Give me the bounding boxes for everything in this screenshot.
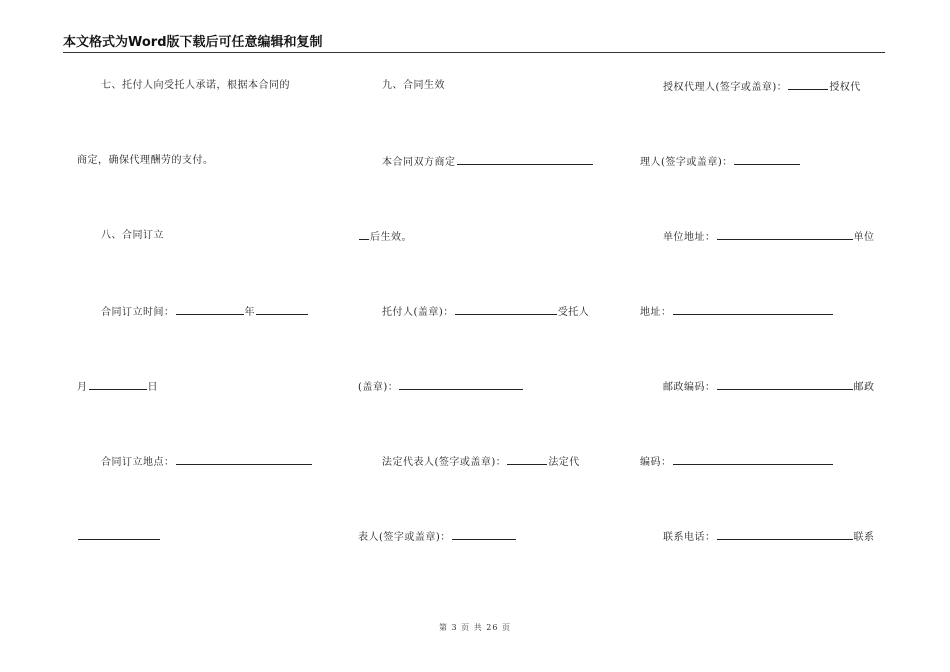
signing-time-line: 合同订立时间： 年 [101,305,309,319]
clause-7-line-2: 商定，确保代理酬劳的支付。 [77,155,214,166]
unit-address-blank-continued [673,305,833,315]
signing-place-continued [77,530,161,544]
legal-rep-blank-continued [452,530,516,540]
clause-9-heading: 九、合同生效 [382,80,445,91]
phone-blank [717,530,853,540]
document-header: 本文格式为Word版下载后可任意编辑和复制 [63,34,885,53]
postal-code-line: 邮政编码： 邮政 [663,382,875,393]
authorized-agent-line-continued: 理人(签字或盖章)： [640,155,801,169]
page-number: 第 3 页 共 26 页 [439,623,511,632]
day-blank [89,380,147,390]
year-blank [176,305,244,315]
place-blank-continued [78,530,160,540]
phone-line: 联系电话： 联系 [663,532,875,543]
effective-blank-continued [359,230,369,240]
legal-rep-line-continued: 表人(签字或盖章)： [358,530,517,544]
signing-month-line: 月 日 [77,382,158,393]
clause-8-heading: 八、合同订立 [101,230,164,241]
place-blank [176,455,312,465]
effective-line-continued: 后生效。 [358,230,412,244]
effective-blank [457,155,593,165]
unit-address-line-continued: 地址： [640,305,834,319]
unit-address-blank [717,230,853,240]
agent-seal-line: (盖章)： [358,380,524,394]
authorized-agent-blank [788,80,828,90]
principal-seal-blank [455,305,557,315]
principal-seal-line: 托付人(盖章)： 受托人 [382,307,590,318]
authorized-agent-blank-continued [734,155,800,165]
signing-place-line: 合同订立地点： [101,455,313,469]
legal-rep-line: 法定代表人(签字或盖章)： 法定代 [382,457,580,468]
effective-line: 本合同双方商定 [382,155,594,169]
postal-code-line-continued: 编码： [640,455,834,469]
postal-code-blank-continued [673,455,833,465]
authorized-agent-line: 授权代理人(签字或盖章)： 授权代 [663,82,861,93]
legal-rep-blank [507,455,547,465]
unit-address-line: 单位地址： 单位 [663,232,875,243]
month-blank [256,305,308,315]
postal-code-blank [717,380,853,390]
agent-seal-blank [399,380,523,390]
clause-7-line-1: 七、托付人向受托人承诺，根据本合同的 [101,80,290,91]
